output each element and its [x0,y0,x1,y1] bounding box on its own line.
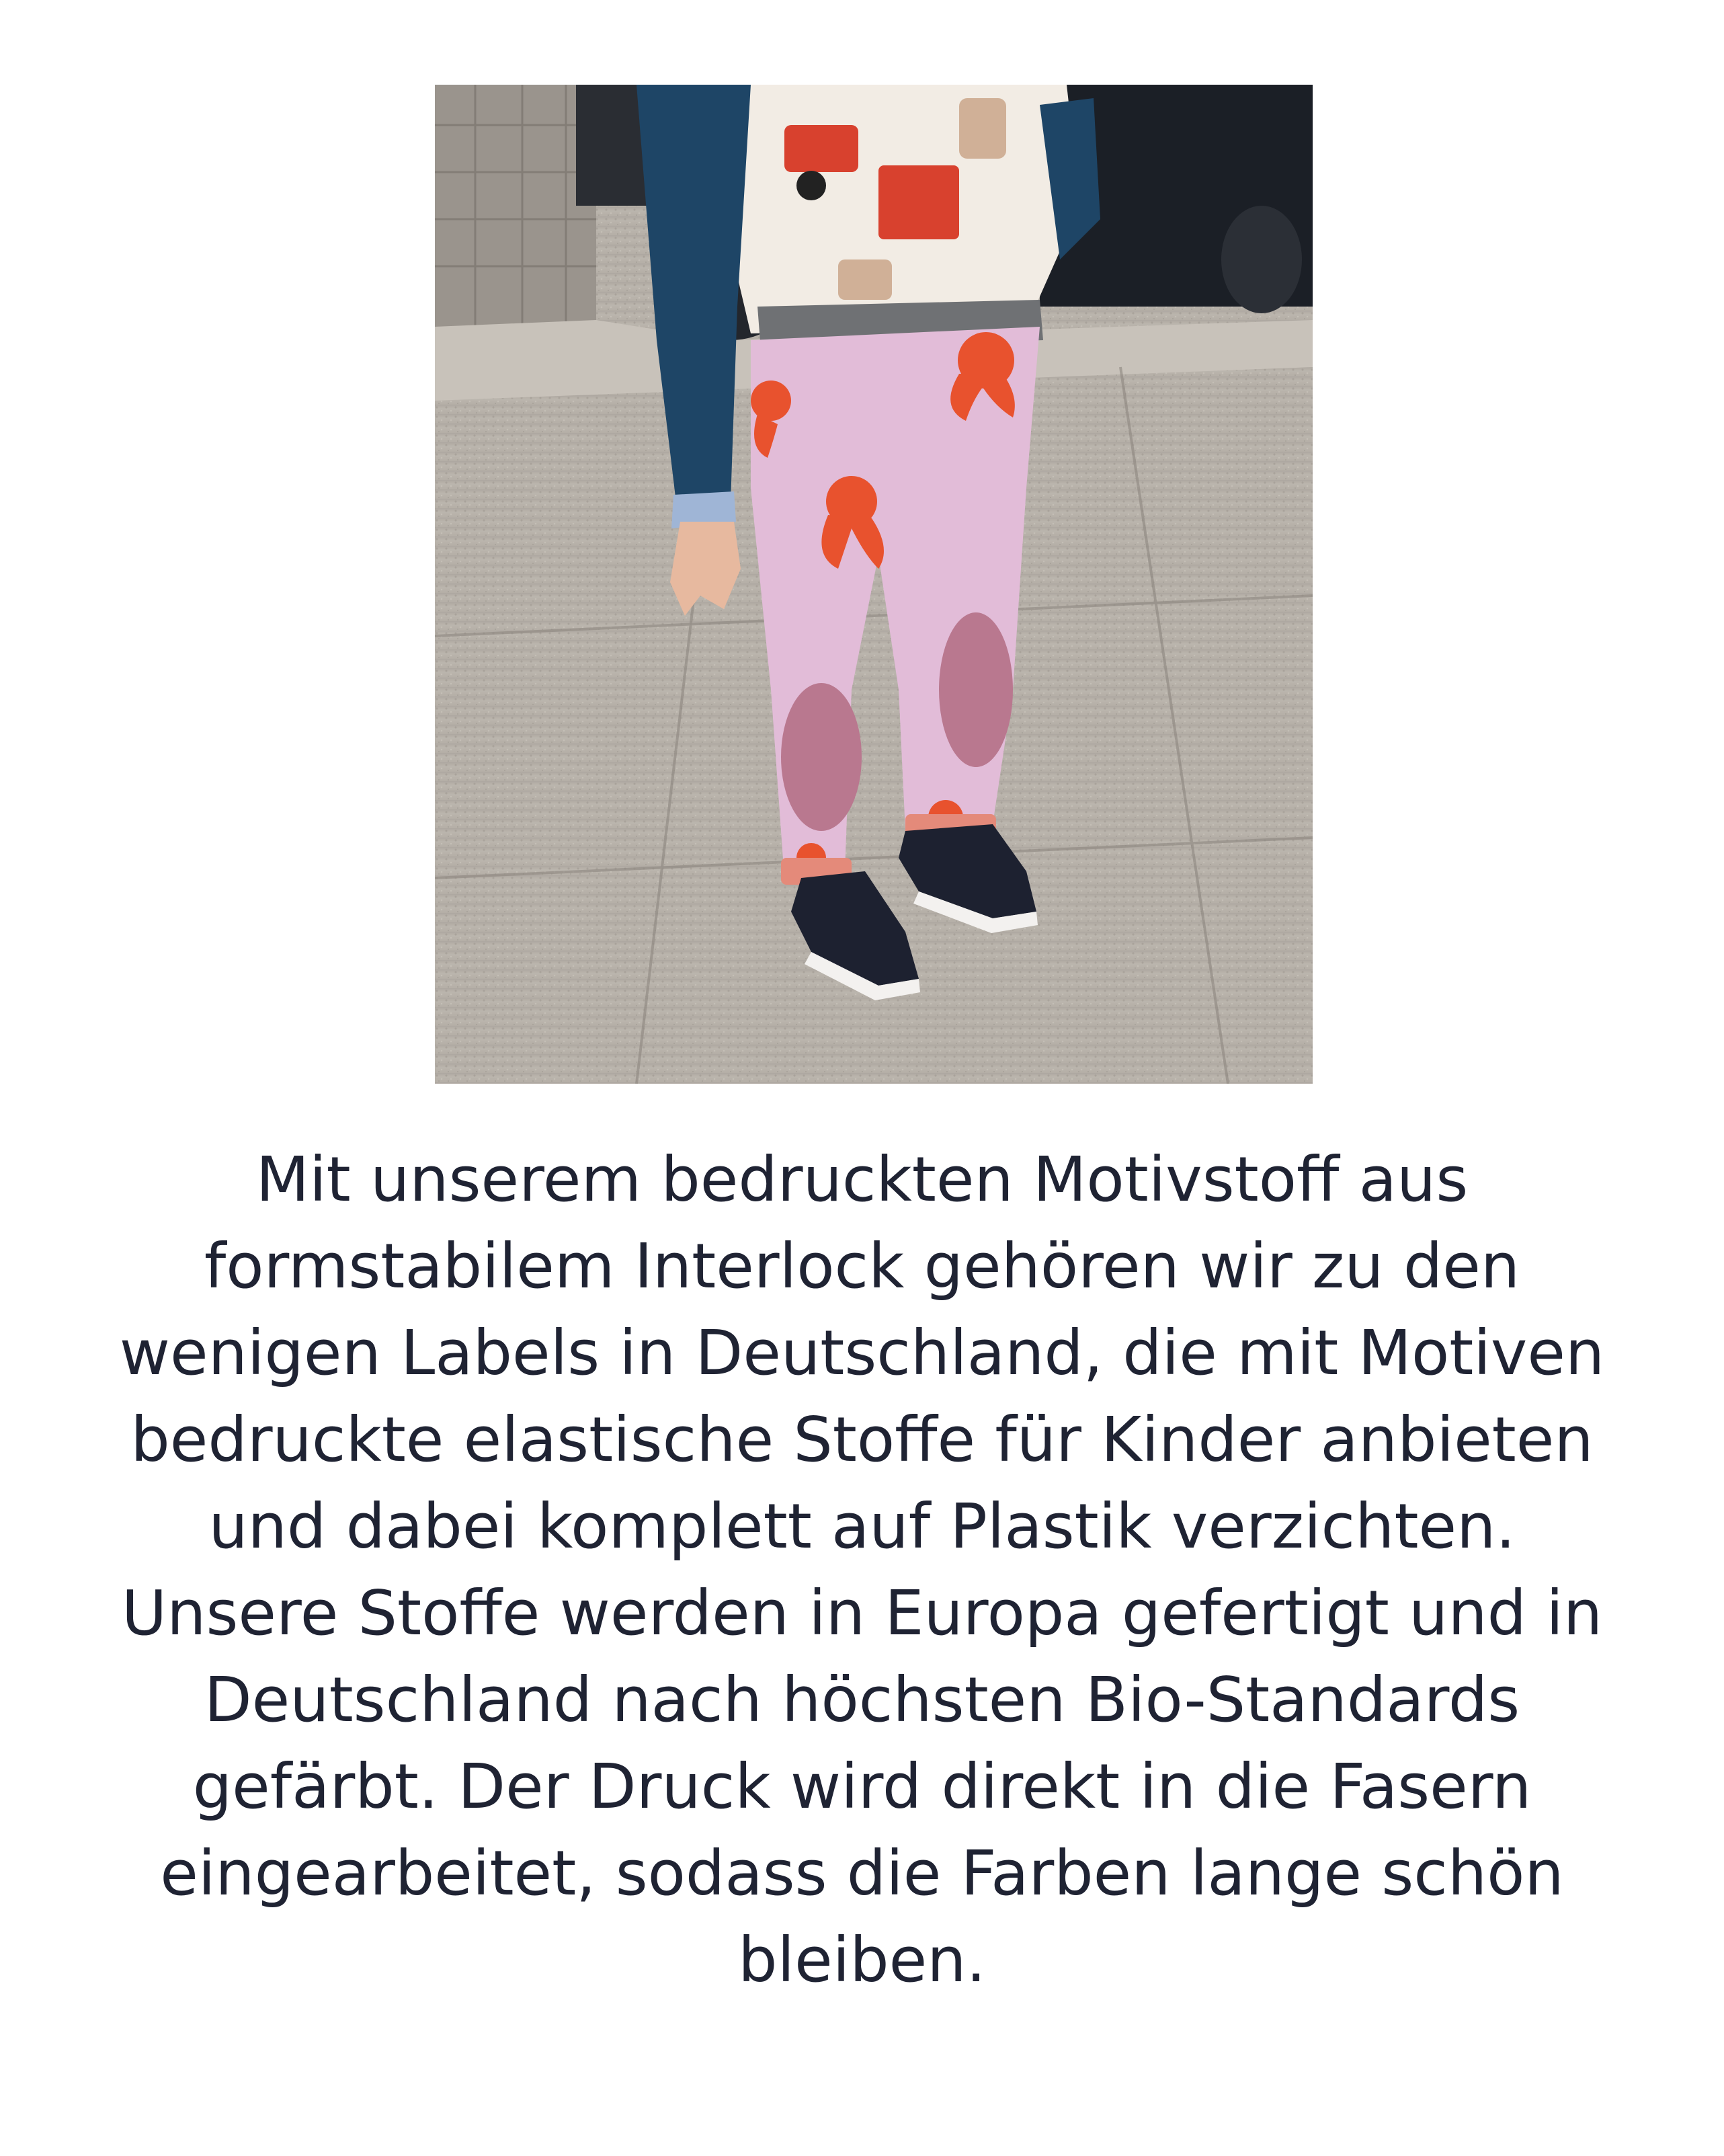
product-description: Mit unserem bedruckten Motivstoff aus formstabilem Interlock gehören wir zu den wenigen Labels in Deutschland, die mit Motiven bedruckte elastische Stoffe für Kinder anbieten und dabei komplett auf Plastik verzichten. Unsere Stoffe werden in Europa gefertigt und in Deutschland nach höchsten Bio-Standards gefärbt. Der Druck wird direkt in die Fasern eingearbeitet, sodass die Farben lange schön bleiben. [119,1144,1605,1996]
child-in-octopus-leggings-photo [435,85,1313,1084]
product-photo [435,85,1313,1084]
